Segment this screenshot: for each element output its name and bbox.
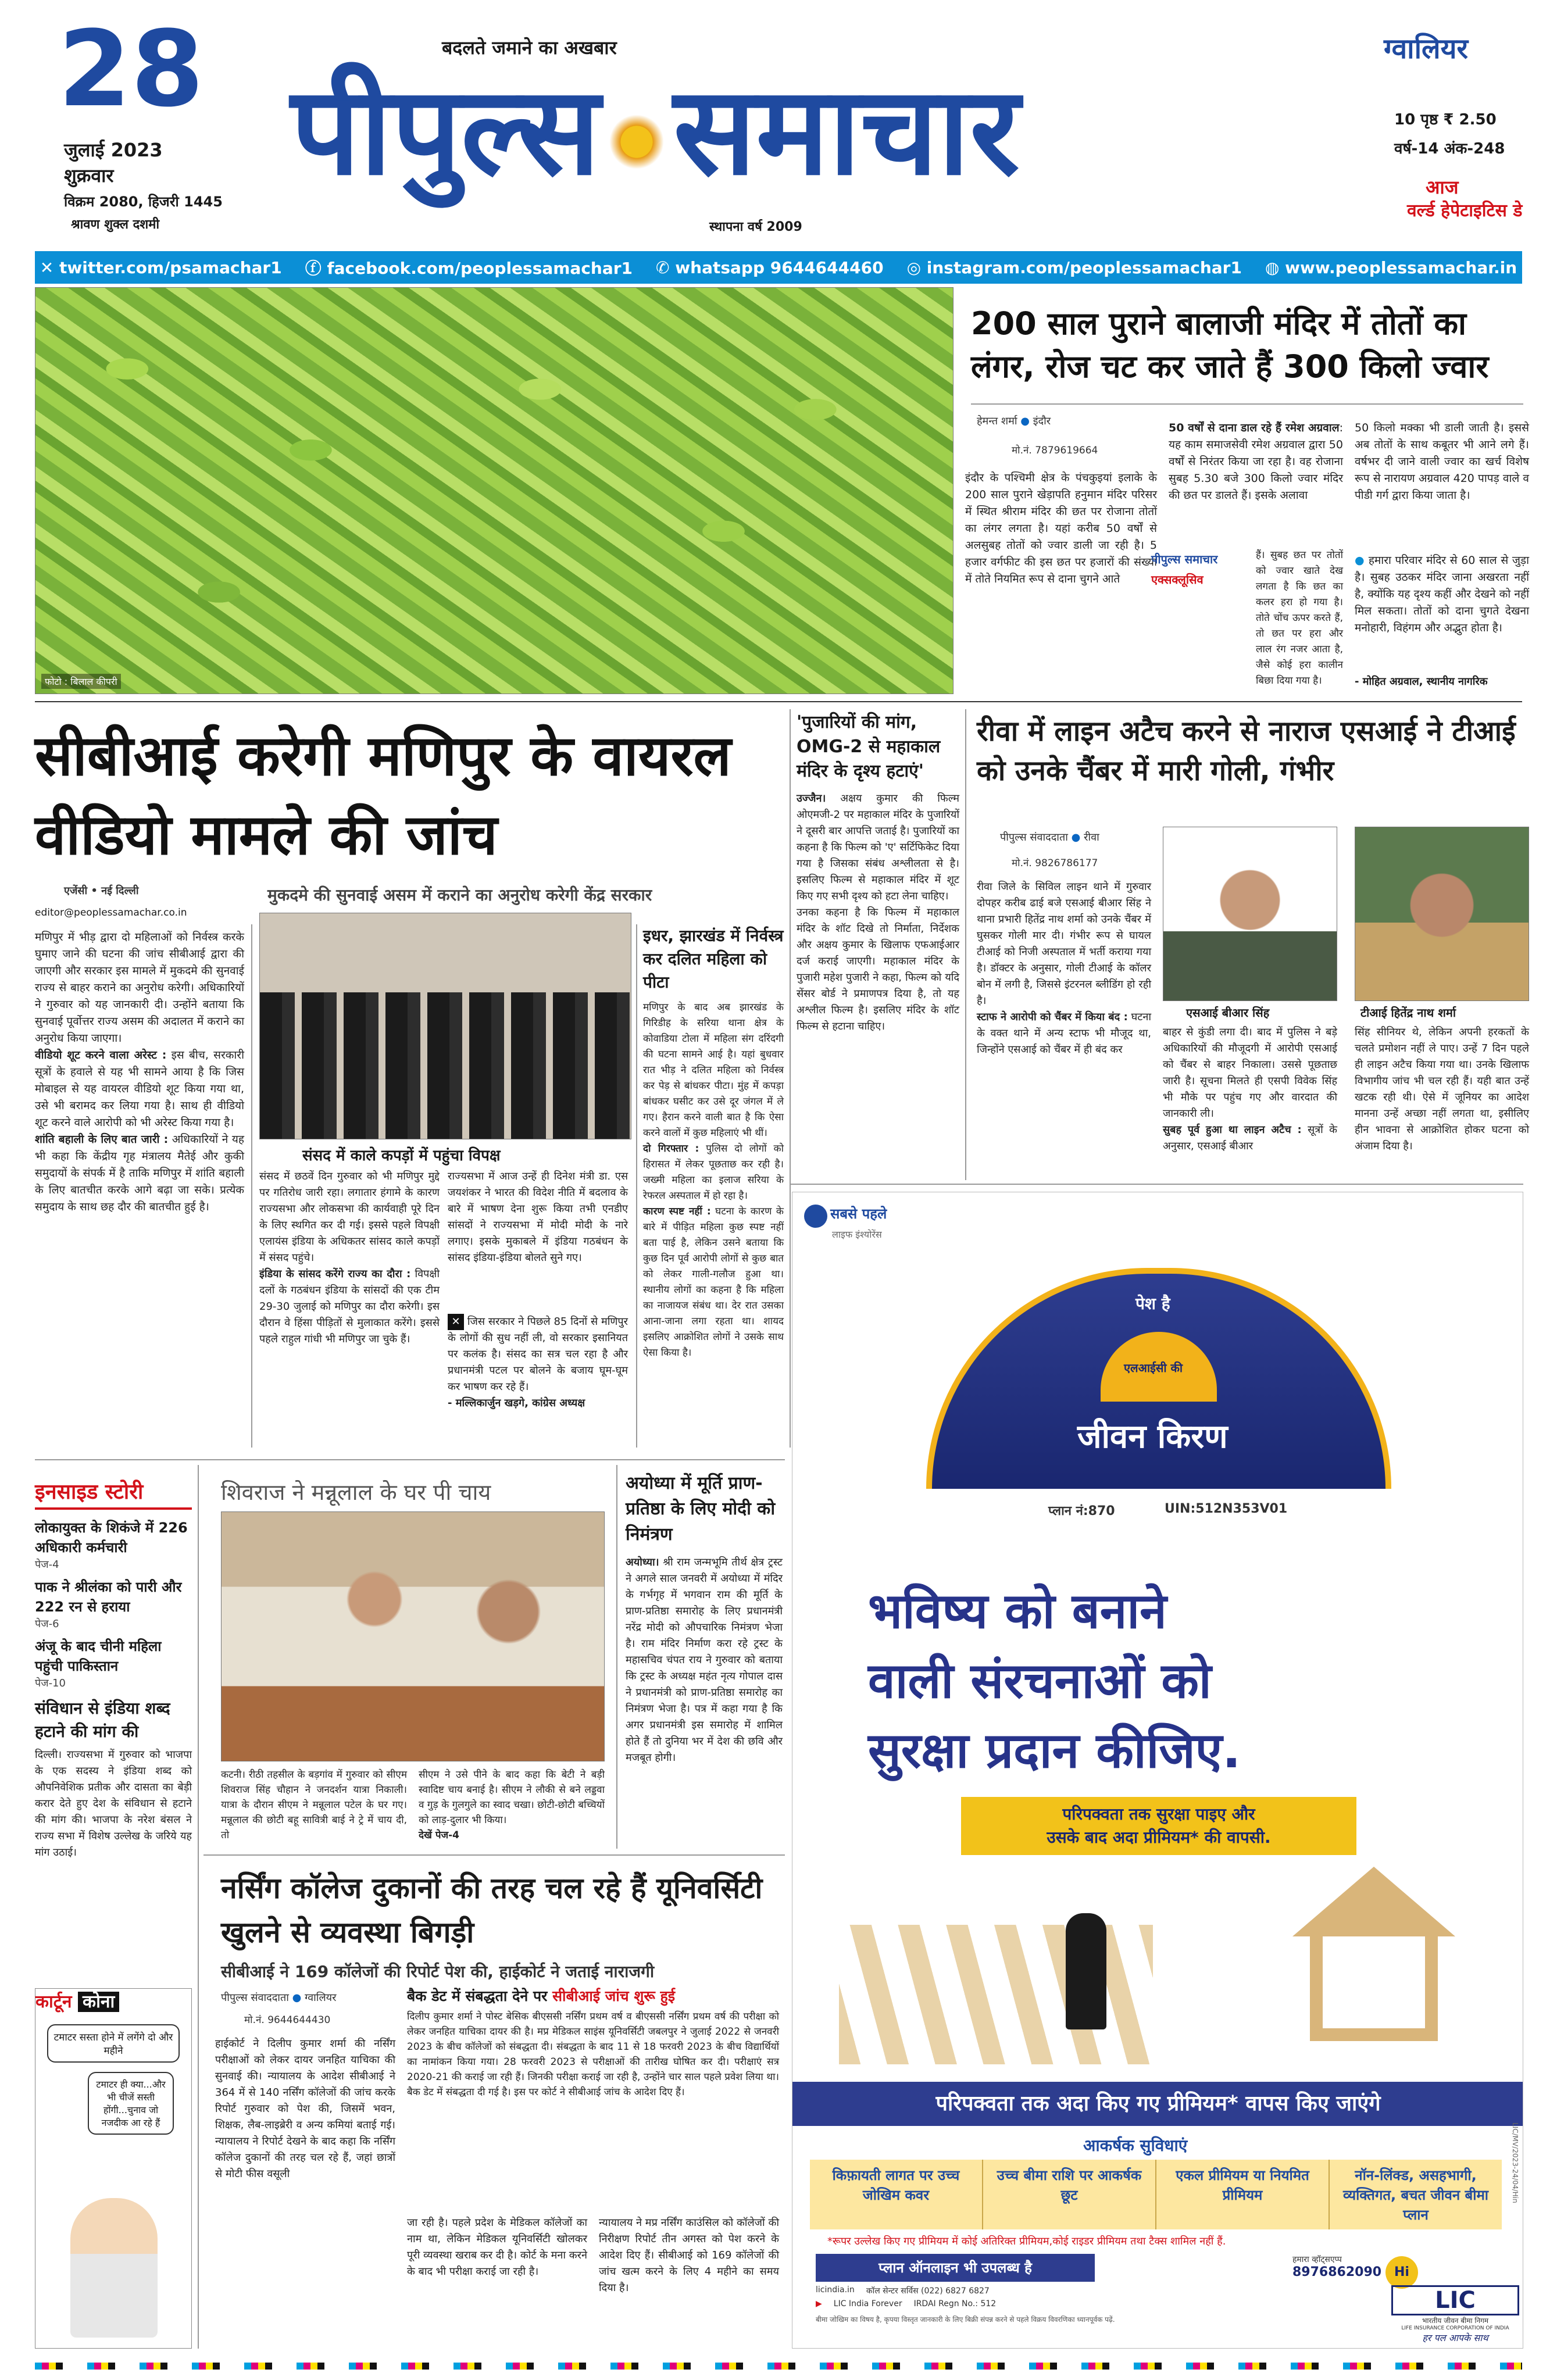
omg-story (797, 710, 959, 1035)
lic-advertisement[interactable] (792, 1192, 1523, 2349)
call-center: कॉल सेन्टर सर्विस (022) 6827 6827 (866, 2286, 990, 2296)
omg-body: उज्जैन। अक्षय कुमार की फिल्म ओएमजी-2 पर महाकाल मंदिर के पुजारियों ने दूसरी बार आपत्ति जताई है। पुजारियों का कहना है कि फिल्म को 'ए' सर्टिफिकेट दिया गया है जिसका संबंध अश्लीलता से है। इसलिए फिल्म से महाकाल मंदिर में शूट किए गए सभी दृश्य को हटा लेना चाहिए। उनका कहना है कि फिल्म में महाकाल मंदिर के शॉट दिखे तो निर्माता, निर्देशक और अक्षय कुमार के खिलाफ एफआईआर दर्ज कराई जाएगी। महाकाल मंदिर के पुजारी महेश पुजारी ने कहा, फिल्म को यदि सेंसर बोर्ड ने प्रमाणपत्र दिया है, तो यह अश्लील फिल्म है। इसलिए मंदिर के शॉट फिल्म से हटाना चाहिए। (797, 792, 959, 1032)
features-title: आकर्षक सुविधाएं (1083, 2136, 1188, 2155)
irdai-regn: IRDAI Regn No.: 512 (913, 2299, 997, 2308)
founded: स्थापना वर्ष 2009 (709, 220, 802, 234)
jharkhand-body: मणिपुर के बाद अब झारखंड के गिरिडीह के सरिया थाना क्षेत्र के कोवाडिया टोला में महिला संग दरिंदगी की घटना सामने आई है। यहां बुधवार रात भीड़ ने दलित महिला को निर्वस्त्र कर पेड़ से बांधकर पीटा। मुंह में कपड़ा बांधकर घसीट कर उसे दूर जंगल में ले गए। हैरान करने वाली बात है कि ऐसा करने वालों में कुछ महिलाएं भी थीं। दो गिरफ्तार : पुलिस दो लोगों को हिरासत में लेकर पूछताछ कर रही है। जख्मी महिला का इलाज सरिया के रेफरल अस्पताल में हो रहा है। कारण स्पष्ट नहीं : घटना के कारण के बारे में पीड़ित महिला कुछ स्पष्ट नहीं बता पाई है, लेकिन उसने बताया कि कुछ दिन पूर्व आरोपी लोगों से कुछ बात को लेकर गाली-गलौज हुआ था। स्थानीय लोगों का कहना है कि महिला का नाजायज संबंध था। देर रात उसका आना-जाना लगा रहता था। शायद इसलिए आक्रोशित लोगों ने उसके साथ ऐसा किया है। (643, 1002, 784, 1359)
manipur-headline: सीबीआई करेगी मणिपुर के वायरल वीडियो मामले की जांच (35, 723, 731, 867)
whatsapp-icon: ✆ (656, 258, 676, 277)
weekday: शुक्रवार (64, 165, 114, 187)
feature-3: एकल प्रीमियम या नियमित प्रीमियम (1156, 2160, 1330, 2229)
shivraj-caption-left: कटनी। रीठी तहसील के बड़गांव में गुरुवार को सीएम शिवराज सिंह चौहान ने जनदर्शन यात्रा निकाली। यात्रा के दौरान सीएम ने मन्नूलाल पटेल के घर गए। मन्नूलाल की छोटी बहू सावित्री बाई ने ट्रे में चाय दी, तो (221, 1769, 407, 1841)
divider (251, 924, 252, 1448)
ayodhya-story (626, 1471, 783, 1766)
divider (971, 403, 1523, 405)
sanvidhan-body: दिल्ली। राज्यसभा में गुरुवार को भाजपा के एक सदस्य ने इंडिया शब्द को औपनिवेशिक प्रतीक और दासता का बेड़ी करार देते हुए देश के संविधान से हटाने की मांग की। भाजपा के नरेश बंसल ने राज्य सभा में विशेष उल्लेख के जरिये यह मांग उठाई। (35, 1749, 192, 1859)
divider (198, 1465, 199, 2349)
parrot-col3: 50 किलो मक्का भी डाली जाती है। इससे अब तोतों के साथ कबूतर भी आने लगे हैं। वर्षभर दी जाने वाली ज्वार का खर्च विशेष रूप से नारायण अग्रवाल 420 पापड़ वाले व पीडी गर्ग द्वारा किया जाता है। (1355, 421, 1529, 502)
facebook-link[interactable]: ⓕ facebook.com/peoplessamachar1 (305, 259, 633, 278)
youtube-icon[interactable]: ▶ (816, 2299, 822, 2308)
instagram-link[interactable]: ◎ instagram.com/peoplessamachar1 (906, 258, 1242, 277)
omg-headline: 'पुजारियों की मांग, OMG-2 से महाकाल मंदिर के दृश्य हटाएं' (797, 712, 941, 781)
parrot-col2b: हैं। सुबह छत पर तोतों को ज्वार खाते देख लगता है कि छत का कलर हरा हो गया है। तोते चोंच ऊपर करते हैं, तो छत पर हरा और लाल रंग नजर आता है, जैसे कोई हरा कालीन बिछा दिया गया है। (1256, 549, 1343, 687)
jharkhand-headline: इधर, झारखंड में निर्वस्त्र कर दलित महिला को पीटा (643, 926, 784, 992)
nursing-col3: न्यायालय ने मप्र नर्सिंग काउंसिल को कॉलेजों की निरीक्षण रिपोर्ट तीन अगस्त को पेश करने के आदेश दिए हैं। सीबीआई को 169 कॉलेजों की जांच खत्म करने के लिए 4 महीने का समय दिया है। (599, 2217, 779, 2294)
facebook-icon: ⓕ (305, 259, 327, 278)
feature-4: नॉन-लिंक्ड, असहभागी, व्यक्तिगत, बचत जीवन बीमा प्लान (1342, 2167, 1489, 2223)
rewa-byline-mobile: मो.नं. 9826786177 (1012, 857, 1098, 869)
licindia-link[interactable]: licindia.in (816, 2285, 855, 2295)
manipur-col1: मणिपुर में भीड़ द्वारा दो महिलाओं को निर्वस्त्र करके घुमाए जाने की घटना की जांच सीबीआई द्वारा की जाएगी और सरकार इस मामले में मुकदमे की सुनवाई राज्य से बाहर कराने का अनुरोध करेगी। अधिकारियों ने गुरुवार को यह जानकारी दी। उन्होंने बताया कि सुनवाई पूर्वोत्तर राज्य असम की अदालत में कराने का अनुरोध किया जाएगा। वीडियो शूट करने वाला अरेस्ट : इस बीच, सरकारी सूत्रों के हवाले से यह भी सामने आया है कि जिस मोबाइल से यह वायरल वीडियो शूट किया गया था, उसे भी बरामद कर लिया गया है। साथ ही वीडियो शूट करने वाले आरोपी को भी अरेस्ट किया गया है। शांति बहाली के लिए बात जारी : अधिकारियों ने यह भी कहा कि केंद्रीय गृह मंत्रालय मैतेई और कुकी समुदायों के संपर्क में है ताकि मणिपुर में शांति बहाली के लिए बातचीत करके आगे बढ़ा जा सके। प्रत्येक समुदाय के साथ छह दौर की बातचीत हुई है। (35, 931, 244, 1213)
plan-no: प्लान नं:870 (1048, 1504, 1115, 1518)
ayodhya-headline: अयोध्या में मूर्ति प्राण-प्रतिष्ठा के लिए मोदी को निमंत्रण (626, 1473, 776, 1545)
whatsapp-box: हमारा व्हॉट्सएप्प 8976862090 (1292, 2255, 1382, 2279)
features-box (810, 2160, 1502, 2229)
parrot-byline: हेमन्त शर्मा ● इंदौर (977, 415, 1051, 427)
manipur-col3: राज्यसभा में आज उन्हें ही दिनेश मंत्री डा. एस जयशंकर ने भारत की विदेश नीति में बदलाव के बारे में भाषण देना शुरू किया तभी एनडीए सांसदों ने राज्यसभा में मोदी मोदी के नारे लगाए। इसके मुकाबले में इंडिया गठबंधन के सांसद इंडिया-इंडिया बोलते सुने गए। (448, 1170, 628, 1264)
twitter-link[interactable]: ✕ twitter.com/psamachar1 (40, 258, 282, 277)
exclusive-tag (1151, 551, 1250, 587)
parrot-byline-mobile: मो.नं. 7879619664 (1012, 445, 1098, 456)
globe-icon: ◍ (1265, 258, 1285, 277)
ti-photo (1355, 827, 1529, 1001)
divider (791, 1184, 1523, 1185)
shivraj-photo (221, 1511, 605, 1761)
nursing-headline: नर्सिंग कॉलेज दुकानों की तरह चल रहे हैं यूनिवर्सिटी खुलने से व्यवस्था बिगड़ी (221, 1871, 763, 1949)
parrot-quote: ● हमारा परिवार मंदिर से 60 साल से जुड़ा है। सुबह उठकर मंदिर जाना अखरता नहीं है, क्योंकि यह दृश्य कहीं और देखने को नहीं मिल सकता। तोतों को दाना चुगते देखना मनोहारी, विहंगम और अद्भुत होता है। (1355, 554, 1530, 634)
uin: UIN:512N353V01 (1165, 1502, 1288, 1516)
city: ग्वालियर (1384, 33, 1469, 65)
cartoon-bubble-2: टमाटर ही क्या...और भी चीजें सस्ती होंगी...चुनाव जो नजदीक आ रहे हैं (88, 2072, 174, 2135)
nursing-subhead: सीबीआई ने 169 कॉलेजों की रिपोर्ट पेश की, हाईकोर्ट ने जताई नाराजगी (221, 1962, 655, 1981)
divider (636, 924, 637, 1448)
inside-story-title: इनसाइड स्टोरी (35, 1477, 192, 1510)
cartoon-man-icon (70, 2198, 158, 2338)
tagline: बदलते जमाने का अखबार (442, 37, 617, 59)
inside-story (35, 1477, 192, 1861)
inside-item-2[interactable]: पाक ने श्रीलंका को पारी और 222 रन से हराया पेज-6 (35, 1579, 182, 1630)
lic-side-code: LIC/MV/2023-24/04/Hin (1511, 2122, 1519, 2203)
title-right: समाचार (673, 59, 1020, 202)
lic-banner: परिपक्वता तक अदा किए गए प्रीमियम* वापस किए जाएंगे (792, 2082, 1523, 2126)
divider (790, 709, 791, 1448)
brand-small: पीपुल्स समाचार (1151, 552, 1218, 566)
lic-india-forever: LIC India Forever (833, 2299, 902, 2308)
manipur-email: editor@peoplessamachar.co.in (35, 907, 187, 919)
cartoon-bubble-1: टमाटर सस्ता होने में लगेंगे दो और महीने (47, 2024, 180, 2063)
sanvidhan-headline: संविधान से इंडिया शब्द हटाने की मांग की (35, 1699, 170, 1741)
color-registration-bar (35, 2363, 1522, 2370)
nursing-byline: पीपुल्स संवाददाता ● ग्वालियर (221, 1992, 337, 2004)
hands-icon (804, 1205, 827, 1228)
parrot-headline: 200 साल पुराने बालाजी मंदिर में तोतों का लंगर, रोज चट कर जाते हैं 300 किलो ज्वार (971, 305, 1489, 385)
inside-item-3[interactable]: अंजू के बाद चीनी महिला पहुंची पाकिस्तान पेज-10 (35, 1638, 162, 1689)
divider (35, 701, 1522, 702)
cartoon-title: कार्टून कोना (35, 1989, 191, 2013)
manipur-byline: एजेंसी • नई दिल्ली (64, 885, 139, 897)
cbi-box-head: बैक डेट में संबद्धता देने पर सीबीआई जांच शुरू हुई (407, 1988, 676, 2004)
ayodhya-body: अयोध्या। श्री राम जन्मभूमि तीर्थ क्षेत्र ट्रस्ट ने अगले साल जनवरी में अयोध्या में मंदिर के गर्भगृह में भगवान राम की मूर्ति के प्राण-प्रतिष्ठा समारोह के लिए प्रधानमंत्री नरेंद्र मोदी को औपचारिक निमंत्रण भेजा है। राम मंदिर निर्माण करा रहे ट्रस्ट के महासचिव चंपत राय ने गुरुवार को बताया कि ट्रस्ट के अध्यक्ष महंत नृत्य गोपाल दास ने प्रधानमंत्री को प्राण-प्रतिष्ठा समारोह का निमंत्रण भेजा है। पत्र में कहा गया है कि अगर प्रधानमंत्री इस समारोह में शामिल होते हैं तो दुनिया भर में देश की छवि और मजबूत होगी। (626, 1556, 783, 1764)
divider (616, 1465, 617, 1849)
rewa-headline: रीवा में लाइन अटैच करने से नाराज एसआई ने टीआई को उनके चैंबर में मारी गोली, गंभीर (977, 715, 1516, 787)
lic-small-print: बीमा जोखिम का विषय है, कृपया विस्तृत जानकारी के लिए बिक्री संपन्न करने से पहले विक्रय विवरणिका ध्यानपूर्वक पढ़ें. (816, 2315, 1115, 2324)
date-month-year: जुलाई 2023 (64, 139, 163, 161)
lic-social (816, 2299, 1292, 2308)
yellow-box: परिपक्वता तक सुरक्षा पाइए और उसके बाद अदा प्रीमियम* की वापसी. (961, 1797, 1356, 1855)
cbi-box (407, 1986, 779, 2100)
si-caption: एसआई बीआर सिंह (1186, 1006, 1270, 1020)
twitter-icon: ✕ (448, 1314, 464, 1330)
parrot-photo (35, 287, 954, 694)
date-day: 28 (58, 9, 204, 130)
jharkhand-story (643, 924, 784, 1361)
today-label: आज (1426, 176, 1459, 198)
parrot-col2: 50 वर्षों से दाना डाल रहे हैं रमेश अग्रवाल: यह काम समाजसेवी रमेश अग्रवाल द्वारा 50 वर्षों से निरंतर किया जा रहा है। वह रोजाना सुबह 5.30 बजे 300 किलो ज्वार मंदिर की छत पर डालते हैं। इसके अलावा (1169, 421, 1343, 502)
rewa-col3: सिंह सीनियर थे, लेकिन अपनी हरकतों के चलते प्रमोशन नहीं ले पाए। उन्हें 7 दिन पहले ही लाइन अटैच किया गया था। उनके खिलाफ विभागीय जांच भी चल रही हैं। यही बात उन्हें खटक रही थी। ऐसे में जूनियर का आदेश मानना उन्हें अच्छा नहीं लगता था, इसीलिए हीन भावना से आक्रोशित होकर घटना को अंजाम दिया है। (1355, 1026, 1529, 1152)
plan-name: जीवन किरण (1077, 1418, 1228, 1456)
quote-icon: ● (1355, 554, 1369, 567)
lic-headline: भविष्य को बनाने वाली संरचनाओं को सुरक्षा प्रदान कीजिए. (868, 1582, 1241, 1779)
lic-logo-box: LIC भारतीय जीवन बीमा निगम LIFE INSURANCE CORPORATION OF INDIA हर पल आपके साथ (1391, 2285, 1519, 2344)
photo-credit: फोटो : बिलाल कीपरी (41, 674, 121, 689)
manipur-col2: संसद में छठवें दिन गुरुवार को भी मणिपुर मुद्दे पर गतिरोध जारी रहा। लगातार हंगामे के कारण राज्यसभा और लोकसभा की कार्यवाही पूरे दिन के लिए स्थगित कर दी गई। इससे पहले विपक्षी एलायंस इंडिया के अधिकतर सांसद काले कपड़ों में संसद पहुंचे। इंडिया के सांसद करेंगे राज्य का दौरा : विपक्षी दलों के गठबंधन इंडिया के सांसदों की एक टीम 29-30 जुलाई को मणिपुर का दौरा करेगी। इस दौरान वे हिंसा पीड़ितों से मुलाकात करेंगे। इससे पहले राहुल गांधी भी मणिपुर जा चुके हैं। (259, 1170, 440, 1345)
parliament-photo (259, 913, 631, 1139)
shivraj-caption-right: सीएम ने उसे पीने के बाद कहा कि बेटी ने बड़ी स्वादिष्ट चाय बनाई है। सीएम ने लौकी से बने लड्डवा व गुड़ के गुलगुले का स्वाद चखा। छोटी-छोटी बच्चियों को लाड़-दुलार भी किया। देखें पेज-4 (419, 1769, 605, 1841)
parrot-quote-author: - मोहित अग्रवाल, स्थानीय नागरिक (1355, 676, 1488, 688)
whatsapp-link[interactable]: ✆ whatsapp 9644644460 (656, 258, 884, 277)
parrot-col1: इंदौर के पश्चिमी क्षेत्र के पंचकुइयां इलाके के 200 साल पुराने खेड़ापति हनुमान मंदिर परिसर में स्थित श्रीराम मंदिर की छत पर रोजाना तोतों का लंगर लगता है। यहां करीब 50 वर्षों से अलसुबह तोतों को ज्वार डाली जा रही है। 5 हजार वर्गफीट की इस छत पर हजारों की संख्या में तोते नियमित रूप से दाना चुगने आते (965, 471, 1157, 585)
cbi-box-body: दिलीप कुमार शर्मा ने पोस्ट बेसिक बीएससी नर्सिंग प्रथम वर्ष व बीएससी नर्सिंग प्रथम वर्ष की परीक्षा को लेकर जनहित याचिका दायर की है। मप्र मेडिकल साइंस यूनिवर्सिटी जबलपुर ने जुलाई 2022 से जनवरी 2023 के बीच कॉलेजों को संबद्धता दी। संबद्धता के बाद 11 से 18 फरवरी 2023 के बीच विद्यार्थियों का नामांकन किया गया। 28 फरवरी 2023 से परीक्षाओं की तारीख घोषित कर दी। परीक्षाएं सत्र 2020-21 की कराई जा रही हैं। जिनकी परीक्षा कराई जा रही है, उन्होंने चार साल पहले प्रवेश लिया था। बैक डेट में संबद्धता दी गई है। इस पर कोर्ट ने सीबीआई जांच के आदेश दिए हैं। (407, 2011, 779, 2098)
divider (203, 1854, 785, 1856)
nursing-col1: हाईकोर्ट ने दिलीप कुमार शर्मा की नर्सिंग परीक्षाओं को लेकर दायर जनहित याचिका की सुनवाई की। न्यायालय के आदेश सीबीआई ने 364 में से 140 नर्सिंग कॉलेजों की जांच करके रिपोर्ट गुरुवार को पेश की, जिसमें भवन, शिक्षक, लैब-लाइब्रेरी व अन्य कमियां बताई गई। न्यायालय ने रिपोर्ट देखने के बाद कहा कि नर्सिंग कॉलेज दुकानों की तरह चल रहे हैं, जहां छात्रों से मोटी फीस वसूली (215, 2038, 395, 2180)
house-icon (1292, 1867, 1455, 2041)
feature-1: किफ़ायती लागत पर उच्च जोखिम कवर (810, 2160, 983, 2229)
paper-title (291, 47, 1020, 215)
lic-footnote: *रूपर उल्लेख किए गए प्रीमियम में कोई अतिरिक्त प्रीमियम,कोई राइडर प्रीमियम तथा टैक्स शामिल नहीं हैं. (827, 2235, 1226, 2247)
today-event: वर्ल्ड हेपेटाइटिस डे (1407, 201, 1523, 221)
masthead (0, 0, 1557, 256)
cartoon-corner (35, 1988, 192, 2349)
shivraj-headline: शिवराज ने मन्नूलाल के घर पी चाय (221, 1480, 491, 1505)
rewa-col2: बाहर से कुंडी लगा दी। बाद में पुलिस ने बड़े अधिकारियों की मौजूदगी में आरोपी एसआई को चैंबर से बाहर निकाला। उससे पूछताछ जारी है। सूचना मिलते ही एसपी विवेक सिंह भी मौके पर पहुंच गए और वारदात की जानकारी ली। सुबह पूर्व हुआ था लाइन अटैच : सूत्रों के अनुसार, एसआई बीआर (1163, 1026, 1337, 1152)
lic-brand-top: सबसे पहले लाइफ इंश्योरेंस (804, 1204, 887, 1241)
divider (965, 709, 966, 1180)
rewa-col1: रीवा जिले के सिविल लाइन थाने में गुरुवार दोपहर करीब ढाई बजे एसआई बीआर सिंह ने थाना प्रभारी हितेंद्र नाथ शर्मा को उनके चैंबर में घुसकर गोली मार दी। गंभीर रूप से घायल टीआई को निजी अस्पताल में भर्ती कराया गया है। डॉक्टर के अनुसार, गोली टीआई के कॉलर बोन में लगी है, जिससे इंटरनल ब्लीडिंग हो रही है। स्टाफ ने आरोपी को चैंबर में किया बंद : घटना के वक्त थाने में अन्य स्टाफ भी मौजूद था, जिन्होंने एसआई को चैंबर में ही बंद कर (977, 881, 1151, 1056)
twitter-icon: ✕ (40, 258, 59, 277)
online-button[interactable]: प्लान ऑनलाइन भी उपलब्ध है (816, 2254, 1095, 2282)
logo-emblem-icon (605, 110, 669, 174)
manipur-subhead: मुकदमे की सुनवाई असम में कराने का अनुरोध करेगी केंद्र सरकार (267, 885, 652, 905)
inside-item-1[interactable]: लोकायुक्त के शिकंजे में 226 अधिकारी कर्मचारी पेज-4 (35, 1520, 188, 1571)
title-left: पीपुल्स (291, 59, 601, 202)
feature-2: उच्च बीमा राशि पर आकर्षक छूट (983, 2160, 1156, 2229)
businessman-icon (1066, 1913, 1106, 2029)
rewa-byline: पीपुल्स संवाददाता ● रीवा (1000, 831, 1099, 844)
pages-price: 10 पृष्ठ ₹ 2.50 (1394, 111, 1497, 128)
instagram-icon: ◎ (906, 258, 927, 277)
lic-links (816, 2285, 1292, 2296)
lic-ki: एलआईसी की (1124, 1361, 1183, 1375)
tithi: श्रावण शुक्ल दशमी (71, 217, 160, 232)
social-bar (35, 251, 1522, 284)
year-issue: वर्ष-14 अंक-248 (1394, 140, 1505, 158)
lic-logo: LIC (1391, 2285, 1519, 2315)
nursing-col2: जा रही है। पहले प्रदेश के मेडिकल कॉलेजों का नाम था, लेकिन मेडिकल यूनिवर्सिटी खोलकर पूरी व्यवस्था खराब कर दी है। कोर्ट के मना करने के बाद भी परीक्षा कराई जा रही है। (407, 2217, 587, 2278)
nursing-byline-mobile: मो.नं. 9644644430 (244, 2014, 331, 2026)
vikram-hijri: विक्रम 2080, हिजरी 1445 (64, 194, 223, 210)
ti-caption: टीआई हितेंद्र नाथ शर्मा (1360, 1006, 1456, 1020)
si-photo (1163, 827, 1337, 1001)
website-link[interactable]: ◍ www.peoplessamachar.in (1265, 258, 1517, 277)
exclusive-label: एक्सक्लूसिव (1151, 573, 1204, 587)
parliament-caption: संसद में काले कपड़ों में पहुंचा विपक्ष (302, 1147, 501, 1164)
mascot-hi-icon: Hi (1385, 2256, 1418, 2289)
pesh-hai: पेश है (1135, 1294, 1170, 1313)
divider (35, 1459, 785, 1460)
kharge-tweet: ✕ जिस सरकार ने पिछले 85 दिनों से मणिपुर के लोगों की सुध नहीं ली, वो सरकार इसानियत पर कलंक है। संसद का सत्र चल रहा है और प्रधानमंत्री पटल पर बोलने के बजाय घूम-घूम कर भाषण कर रहे हैं। - मल्लिकार्जुन खड़गे, कांग्रेस अध्यक्ष (448, 1314, 628, 1411)
